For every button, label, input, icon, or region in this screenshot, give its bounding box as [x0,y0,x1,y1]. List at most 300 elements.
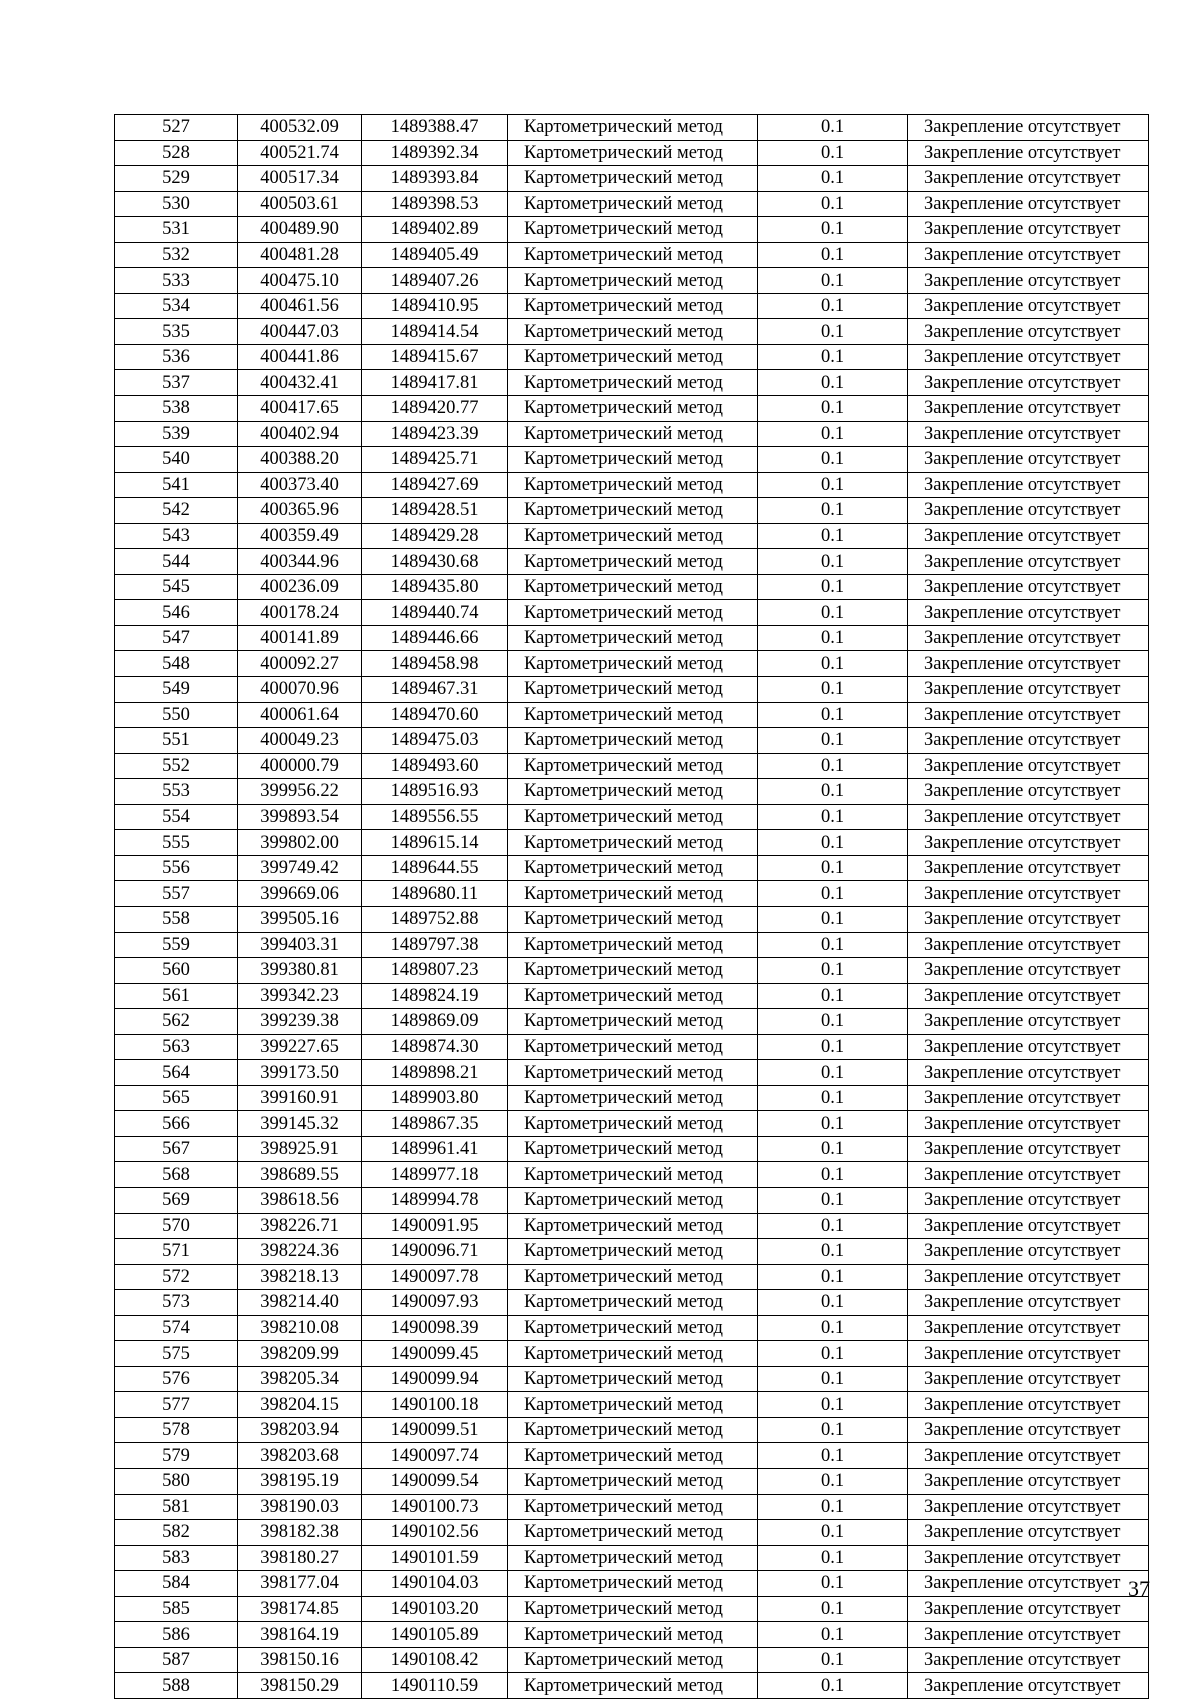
fixation-cell: Закрепление отсутствует [908,268,1149,294]
accuracy-cell: 0.1 [758,983,908,1009]
fixation-cell: Закрепление отсутствует [908,344,1149,370]
table-row [115,855,1149,881]
y-coordinate-cell: 1489615.14 [362,830,508,856]
fixation-cell: Закрепление отсутствует [908,1520,1149,1546]
fixation-cell: Закрепление отсутствует [908,293,1149,319]
accuracy-cell: 0.1 [758,1392,908,1418]
table-row [115,1315,1149,1341]
x-coordinate-cell: 398204.15 [238,1392,362,1418]
fixation-cell: Закрепление отсутствует [908,396,1149,422]
accuracy-cell: 0.1 [758,217,908,243]
accuracy-cell: 0.1 [758,728,908,754]
table-row [115,1136,1149,1162]
table-row [115,1111,1149,1137]
point-number-cell: 563 [115,1034,238,1060]
x-coordinate-cell: 398164.19 [238,1622,362,1648]
point-number-cell: 533 [115,268,238,294]
point-number-cell: 580 [115,1468,238,1494]
accuracy-cell: 0.1 [758,1468,908,1494]
point-number-cell: 576 [115,1366,238,1392]
x-coordinate-cell: 398174.85 [238,1596,362,1622]
fixation-cell: Закрепление отсутствует [908,166,1149,192]
point-number-cell: 564 [115,1060,238,1086]
accuracy-cell: 0.1 [758,906,908,932]
fixation-cell: Закрепление отсутствует [908,1494,1149,1520]
fixation-cell: Закрепление отсутствует [908,1239,1149,1265]
point-number-cell: 581 [115,1494,238,1520]
fixation-cell: Закрепление отсутствует [908,472,1149,498]
method-cell: Картометрический метод [508,855,758,881]
method-cell: Картометрический метод [508,319,758,345]
fixation-cell: Закрепление отсутствует [908,1009,1149,1035]
fixation-cell: Закрепление отсутствует [908,421,1149,447]
fixation-cell: Закрепление отсутствует [908,1443,1149,1469]
x-coordinate-cell: 400070.96 [238,677,362,703]
y-coordinate-cell: 1490104.03 [362,1571,508,1597]
point-number-cell: 548 [115,651,238,677]
fixation-cell: Закрепление отсутствует [908,1136,1149,1162]
accuracy-cell: 0.1 [758,651,908,677]
table-row [115,906,1149,932]
x-coordinate-cell: 399173.50 [238,1060,362,1086]
accuracy-cell: 0.1 [758,1647,908,1673]
method-cell: Картометрический метод [508,702,758,728]
point-number-cell: 586 [115,1622,238,1648]
y-coordinate-cell: 1489446.66 [362,625,508,651]
x-coordinate-cell: 398177.04 [238,1571,362,1597]
table-row [115,498,1149,524]
accuracy-cell: 0.1 [758,396,908,422]
accuracy-cell: 0.1 [758,140,908,166]
accuracy-cell: 0.1 [758,1520,908,1546]
x-coordinate-cell: 398210.08 [238,1315,362,1341]
accuracy-cell: 0.1 [758,1162,908,1188]
method-cell: Картометрический метод [508,1596,758,1622]
table-row [115,1571,1149,1597]
y-coordinate-cell: 1489407.26 [362,268,508,294]
method-cell: Картометрический метод [508,1417,758,1443]
fixation-cell: Закрепление отсутствует [908,958,1149,984]
point-number-cell: 529 [115,166,238,192]
point-number-cell: 565 [115,1085,238,1111]
x-coordinate-cell: 400061.64 [238,702,362,728]
x-coordinate-cell: 400388.20 [238,447,362,473]
point-number-cell: 546 [115,600,238,626]
table-row [115,677,1149,703]
method-cell: Картометрический метод [508,447,758,473]
x-coordinate-cell: 400481.28 [238,242,362,268]
x-coordinate-cell: 400092.27 [238,651,362,677]
table-row [115,728,1149,754]
point-number-cell: 554 [115,804,238,830]
point-number-cell: 534 [115,293,238,319]
table-row [115,421,1149,447]
table-row [115,1060,1149,1086]
y-coordinate-cell: 1489644.55 [362,855,508,881]
x-coordinate-cell: 400475.10 [238,268,362,294]
point-number-cell: 568 [115,1162,238,1188]
table-row [115,217,1149,243]
point-number-cell: 538 [115,396,238,422]
method-cell: Картометрический метод [508,1162,758,1188]
fixation-cell: Закрепление отсутствует [908,1264,1149,1290]
fixation-cell: Закрепление отсутствует [908,753,1149,779]
method-cell: Картометрический метод [508,1366,758,1392]
table-row [115,1162,1149,1188]
y-coordinate-cell: 1489402.89 [362,217,508,243]
method-cell: Картометрический метод [508,600,758,626]
y-coordinate-cell: 1490097.78 [362,1264,508,1290]
method-cell: Картометрический метод [508,881,758,907]
point-number-cell: 540 [115,447,238,473]
accuracy-cell: 0.1 [758,1009,908,1035]
fixation-cell: Закрепление отсутствует [908,447,1149,473]
table-row [115,983,1149,1009]
accuracy-cell: 0.1 [758,1571,908,1597]
method-cell: Картометрический метод [508,166,758,192]
accuracy-cell: 0.1 [758,523,908,549]
y-coordinate-cell: 1489470.60 [362,702,508,728]
x-coordinate-cell: 399956.22 [238,779,362,805]
method-cell: Картометрический метод [508,1520,758,1546]
fixation-cell: Закрепление отсутствует [908,549,1149,575]
fixation-cell: Закрепление отсутствует [908,115,1149,141]
accuracy-cell: 0.1 [758,574,908,600]
x-coordinate-cell: 400489.90 [238,217,362,243]
fixation-cell: Закрепление отсутствует [908,1622,1149,1648]
accuracy-cell: 0.1 [758,1213,908,1239]
method-cell: Картометрический метод [508,1136,758,1162]
point-number-cell: 571 [115,1239,238,1265]
x-coordinate-cell: 400441.86 [238,344,362,370]
fixation-cell: Закрепление отсутствует [908,1366,1149,1392]
point-number-cell: 553 [115,779,238,805]
y-coordinate-cell: 1490105.89 [362,1622,508,1648]
y-coordinate-cell: 1489410.95 [362,293,508,319]
table-row [115,1187,1149,1213]
table-row [115,242,1149,268]
method-cell: Картометрический метод [508,1545,758,1571]
y-coordinate-cell: 1489427.69 [362,472,508,498]
fixation-cell: Закрепление отсутствует [908,1111,1149,1137]
point-number-cell: 542 [115,498,238,524]
y-coordinate-cell: 1489752.88 [362,906,508,932]
y-coordinate-cell: 1489392.34 [362,140,508,166]
point-number-cell: 575 [115,1341,238,1367]
table-row [115,1647,1149,1673]
fixation-cell: Закрепление отсутствует [908,906,1149,932]
point-number-cell: 544 [115,549,238,575]
y-coordinate-cell: 1489417.81 [362,370,508,396]
accuracy-cell: 0.1 [758,115,908,141]
accuracy-cell: 0.1 [758,830,908,856]
fixation-cell: Закрепление отсутствует [908,881,1149,907]
y-coordinate-cell: 1489405.49 [362,242,508,268]
point-number-cell: 560 [115,958,238,984]
accuracy-cell: 0.1 [758,1673,908,1699]
table-row [115,370,1149,396]
fixation-cell: Закрепление отсутствует [908,855,1149,881]
accuracy-cell: 0.1 [758,1622,908,1648]
accuracy-cell: 0.1 [758,549,908,575]
x-coordinate-cell: 400402.94 [238,421,362,447]
point-number-cell: 583 [115,1545,238,1571]
x-coordinate-cell: 398618.56 [238,1187,362,1213]
fixation-cell: Закрепление отсутствует [908,319,1149,345]
table-row [115,881,1149,907]
method-cell: Картометрический метод [508,753,758,779]
point-number-cell: 569 [115,1187,238,1213]
accuracy-cell: 0.1 [758,1239,908,1265]
accuracy-cell: 0.1 [758,370,908,396]
y-coordinate-cell: 1489458.98 [362,651,508,677]
x-coordinate-cell: 398226.71 [238,1213,362,1239]
table-row [115,319,1149,345]
fixation-cell: Закрепление отсутствует [908,677,1149,703]
x-coordinate-cell: 399403.31 [238,932,362,958]
point-number-cell: 536 [115,344,238,370]
y-coordinate-cell: 1489898.21 [362,1060,508,1086]
fixation-cell: Закрепление отсутствует [908,600,1149,626]
x-coordinate-cell: 398195.19 [238,1468,362,1494]
method-cell: Картометрический метод [508,932,758,958]
x-coordinate-cell: 400359.49 [238,523,362,549]
fixation-cell: Закрепление отсутствует [908,1417,1149,1443]
point-number-cell: 584 [115,1571,238,1597]
method-cell: Картометрический метод [508,1009,758,1035]
x-coordinate-cell: 400344.96 [238,549,362,575]
accuracy-cell: 0.1 [758,344,908,370]
point-number-cell: 558 [115,906,238,932]
accuracy-cell: 0.1 [758,242,908,268]
fixation-cell: Закрепление отсутствует [908,1673,1149,1699]
table-row [115,1392,1149,1418]
y-coordinate-cell: 1489467.31 [362,677,508,703]
x-coordinate-cell: 398224.36 [238,1239,362,1265]
accuracy-cell: 0.1 [758,421,908,447]
accuracy-cell: 0.1 [758,1085,908,1111]
method-cell: Картометрический метод [508,549,758,575]
fixation-cell: Закрепление отсутствует [908,1571,1149,1597]
table-row [115,1009,1149,1035]
accuracy-cell: 0.1 [758,804,908,830]
fixation-cell: Закрепление отсутствует [908,1596,1149,1622]
point-number-cell: 582 [115,1520,238,1546]
table-row [115,932,1149,958]
method-cell: Картометрический метод [508,1647,758,1673]
x-coordinate-cell: 399380.81 [238,958,362,984]
fixation-cell: Закрепление отсутствует [908,1034,1149,1060]
table-row [115,753,1149,779]
method-cell: Картометрический метод [508,1290,758,1316]
x-coordinate-cell: 398150.29 [238,1673,362,1699]
point-number-cell: 543 [115,523,238,549]
y-coordinate-cell: 1490099.51 [362,1417,508,1443]
x-coordinate-cell: 398150.16 [238,1647,362,1673]
method-cell: Картометрический метод [508,1187,758,1213]
method-cell: Картометрический метод [508,1034,758,1060]
y-coordinate-cell: 1490097.93 [362,1290,508,1316]
fixation-cell: Закрепление отсутствует [908,779,1149,805]
accuracy-cell: 0.1 [758,779,908,805]
x-coordinate-cell: 398214.40 [238,1290,362,1316]
table-row [115,702,1149,728]
y-coordinate-cell: 1489398.53 [362,191,508,217]
method-cell: Картометрический метод [508,242,758,268]
x-coordinate-cell: 400432.41 [238,370,362,396]
table-row [115,293,1149,319]
method-cell: Картометрический метод [508,421,758,447]
x-coordinate-cell: 399160.91 [238,1085,362,1111]
accuracy-cell: 0.1 [758,1060,908,1086]
x-coordinate-cell: 400532.09 [238,115,362,141]
x-coordinate-cell: 399145.32 [238,1111,362,1137]
point-number-cell: 547 [115,625,238,651]
y-coordinate-cell: 1489797.38 [362,932,508,958]
table-row [115,830,1149,856]
method-cell: Картометрический метод [508,472,758,498]
table-row [115,625,1149,651]
y-coordinate-cell: 1489475.03 [362,728,508,754]
x-coordinate-cell: 398218.13 [238,1264,362,1290]
x-coordinate-cell: 399227.65 [238,1034,362,1060]
accuracy-cell: 0.1 [758,1315,908,1341]
y-coordinate-cell: 1489420.77 [362,396,508,422]
table-row [115,1673,1149,1699]
y-coordinate-cell: 1490108.42 [362,1647,508,1673]
accuracy-cell: 0.1 [758,1417,908,1443]
y-coordinate-cell: 1489415.67 [362,344,508,370]
table-row [115,1417,1149,1443]
y-coordinate-cell: 1489430.68 [362,549,508,575]
table-row [115,958,1149,984]
fixation-cell: Закрепление отсутствует [908,1213,1149,1239]
x-coordinate-cell: 400000.79 [238,753,362,779]
fixation-cell: Закрепление отсутствует [908,702,1149,728]
x-coordinate-cell: 400049.23 [238,728,362,754]
fixation-cell: Закрепление отсутствует [908,932,1149,958]
table-row [115,1034,1149,1060]
table-row [115,1239,1149,1265]
accuracy-cell: 0.1 [758,447,908,473]
fixation-cell: Закрепление отсутствует [908,830,1149,856]
x-coordinate-cell: 400365.96 [238,498,362,524]
point-number-cell: 574 [115,1315,238,1341]
fixation-cell: Закрепление отсутствует [908,574,1149,600]
point-number-cell: 556 [115,855,238,881]
y-coordinate-cell: 1490102.56 [362,1520,508,1546]
point-number-cell: 588 [115,1673,238,1699]
method-cell: Картометрический метод [508,498,758,524]
table-row [115,1520,1149,1546]
accuracy-cell: 0.1 [758,677,908,703]
fixation-cell: Закрепление отсутствует [908,1392,1149,1418]
point-number-cell: 566 [115,1111,238,1137]
method-cell: Картометрический метод [508,1443,758,1469]
accuracy-cell: 0.1 [758,1494,908,1520]
x-coordinate-cell: 398180.27 [238,1545,362,1571]
method-cell: Картометрический метод [508,651,758,677]
accuracy-cell: 0.1 [758,1264,908,1290]
coordinates-table [114,114,1149,1699]
y-coordinate-cell: 1489903.80 [362,1085,508,1111]
method-cell: Картометрический метод [508,1213,758,1239]
method-cell: Картометрический метод [508,140,758,166]
x-coordinate-cell: 398203.68 [238,1443,362,1469]
fixation-cell: Закрепление отсутствует [908,191,1149,217]
accuracy-cell: 0.1 [758,1366,908,1392]
y-coordinate-cell: 1489961.41 [362,1136,508,1162]
point-number-cell: 578 [115,1417,238,1443]
y-coordinate-cell: 1490103.20 [362,1596,508,1622]
method-cell: Картометрический метод [508,1468,758,1494]
table-row [115,651,1149,677]
accuracy-cell: 0.1 [758,319,908,345]
fixation-cell: Закрепление отсутствует [908,1468,1149,1494]
accuracy-cell: 0.1 [758,472,908,498]
accuracy-cell: 0.1 [758,1136,908,1162]
y-coordinate-cell: 1490099.45 [362,1341,508,1367]
point-number-cell: 559 [115,932,238,958]
accuracy-cell: 0.1 [758,932,908,958]
x-coordinate-cell: 400141.89 [238,625,362,651]
method-cell: Картометрический метод [508,1392,758,1418]
accuracy-cell: 0.1 [758,855,908,881]
x-coordinate-cell: 399342.23 [238,983,362,1009]
point-number-cell: 532 [115,242,238,268]
point-number-cell: 551 [115,728,238,754]
fixation-cell: Закрепление отсутствует [908,1545,1149,1571]
y-coordinate-cell: 1490097.74 [362,1443,508,1469]
fixation-cell: Закрепление отсутствует [908,242,1149,268]
y-coordinate-cell: 1489869.09 [362,1009,508,1035]
table-row [115,1290,1149,1316]
method-cell: Картометрический метод [508,268,758,294]
accuracy-cell: 0.1 [758,191,908,217]
accuracy-cell: 0.1 [758,293,908,319]
method-cell: Картометрический метод [508,1341,758,1367]
method-cell: Картометрический метод [508,191,758,217]
accuracy-cell: 0.1 [758,1443,908,1469]
fixation-cell: Закрепление отсутствует [908,1187,1149,1213]
accuracy-cell: 0.1 [758,753,908,779]
point-number-cell: 561 [115,983,238,1009]
table-row [115,268,1149,294]
y-coordinate-cell: 1490101.59 [362,1545,508,1571]
method-cell: Картометрический метод [508,1315,758,1341]
x-coordinate-cell: 400417.65 [238,396,362,422]
point-number-cell: 577 [115,1392,238,1418]
point-number-cell: 573 [115,1290,238,1316]
x-coordinate-cell: 400447.03 [238,319,362,345]
fixation-cell: Закрепление отсутствует [908,1060,1149,1086]
method-cell: Картометрический метод [508,370,758,396]
table-row [115,166,1149,192]
table-row [115,1085,1149,1111]
method-cell: Картометрический метод [508,1673,758,1699]
method-cell: Картометрический метод [508,906,758,932]
fixation-cell: Закрепление отсутствует [908,728,1149,754]
method-cell: Картометрический метод [508,779,758,805]
x-coordinate-cell: 400178.24 [238,600,362,626]
y-coordinate-cell: 1489977.18 [362,1162,508,1188]
y-coordinate-cell: 1490100.18 [362,1392,508,1418]
y-coordinate-cell: 1489994.78 [362,1187,508,1213]
y-coordinate-cell: 1489440.74 [362,600,508,626]
method-cell: Картометрический метод [508,958,758,984]
point-number-cell: 587 [115,1647,238,1673]
fixation-cell: Закрепление отсутствует [908,217,1149,243]
